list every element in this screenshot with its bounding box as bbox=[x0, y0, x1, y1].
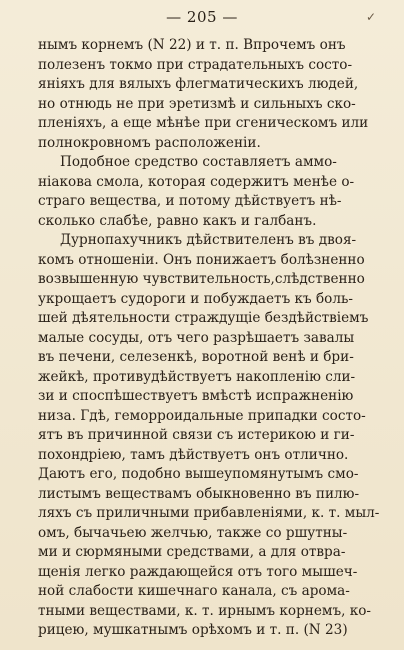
text-line: укрощаетъ судороги и побуждаетъ къ боль- bbox=[38, 290, 353, 307]
text-line: нымъ корнемъ (N 22) и т. п. Впрочемъ онъ bbox=[38, 37, 346, 53]
text-line: щенія легко раждающейся отъ того мышеч- bbox=[38, 563, 358, 580]
text-line: рицею, мушкатнымъ орѣхомъ и т. п. (N 23) bbox=[38, 622, 348, 638]
text-line: Даютъ его, подобно вышеупомянутымъ смо- bbox=[38, 466, 359, 482]
text-line: возвышенную чувствительность,слѣдственно bbox=[38, 271, 365, 287]
text-line: шей дѣятельности страждущіе бездѣйствіемъ bbox=[38, 310, 369, 326]
text-line: Дурнопахучникъ дѣйствителенъ въ двоя- bbox=[60, 232, 357, 248]
body-text bbox=[38, 36, 380, 641]
text-line: листымъ веществамъ обыкновенно въ пилю- bbox=[38, 485, 360, 502]
text-line: ми и сюрмяными средствами, а для отвра- bbox=[38, 544, 346, 560]
text-line: тными веществами, к. т. ирнымъ корнемъ, ко- bbox=[38, 602, 372, 619]
text-line: ніакова смола, которая содержитъ менѣе о- bbox=[38, 173, 355, 190]
pencil-checkmark: ✓ bbox=[366, 10, 377, 24]
text-line: низа. Гдѣ, геморроидальные припадки состо- bbox=[38, 407, 366, 424]
text-line: ятъ въ причинной связи съ истерикою и ги- bbox=[38, 427, 355, 443]
text-line: въ печени, селезенкѣ, воротной венѣ и бри- bbox=[38, 349, 354, 365]
text-line: малые сосуды, отъ чего разрѣшаетъ завалы bbox=[38, 329, 355, 346]
text-line: полнокровномъ расположеніи. bbox=[38, 134, 261, 151]
text-line: омъ, бычачьею желчью, также со ршутны- bbox=[38, 524, 348, 541]
text-line: Подобное средство составляетъ аммо- bbox=[60, 154, 337, 170]
text-line: ляхъ съ приличными прибавленіями, к. т. мыл- bbox=[38, 505, 380, 521]
text-line: жейкѣ, противудѣйствуетъ накопленію сли- bbox=[38, 368, 356, 385]
text-line: полезенъ токмо при страдательныхъ состо- bbox=[38, 56, 353, 73]
text-line: ной слабости кишечнаго канала, съ арома- bbox=[38, 583, 350, 599]
text-line: но отнюдь не при эретизмѣ и сильныхъ ско- bbox=[38, 95, 356, 112]
text-line: сколько слабѣе, равно какъ и галбанъ. bbox=[38, 212, 317, 229]
page-number: — 205 — bbox=[166, 8, 238, 26]
text-line: зи и споспѣшествуетъ вмѣстѣ испражненію bbox=[38, 388, 354, 404]
text-line: пленіяхъ, а еще мѣнѣе при сгеническомъ или bbox=[38, 115, 369, 131]
text-line: яніяхъ для вялыхъ флегматическихъ людей, bbox=[38, 76, 359, 92]
text-line: похондріею, тамъ дѣйствуетъ онъ отлично. bbox=[38, 446, 349, 463]
text-line: страго вещества, и потому дѣйствуетъ нѣ- bbox=[38, 193, 342, 209]
text-line: комъ отношеніи. Онъ понижаетъ болѣзненно bbox=[38, 251, 365, 268]
